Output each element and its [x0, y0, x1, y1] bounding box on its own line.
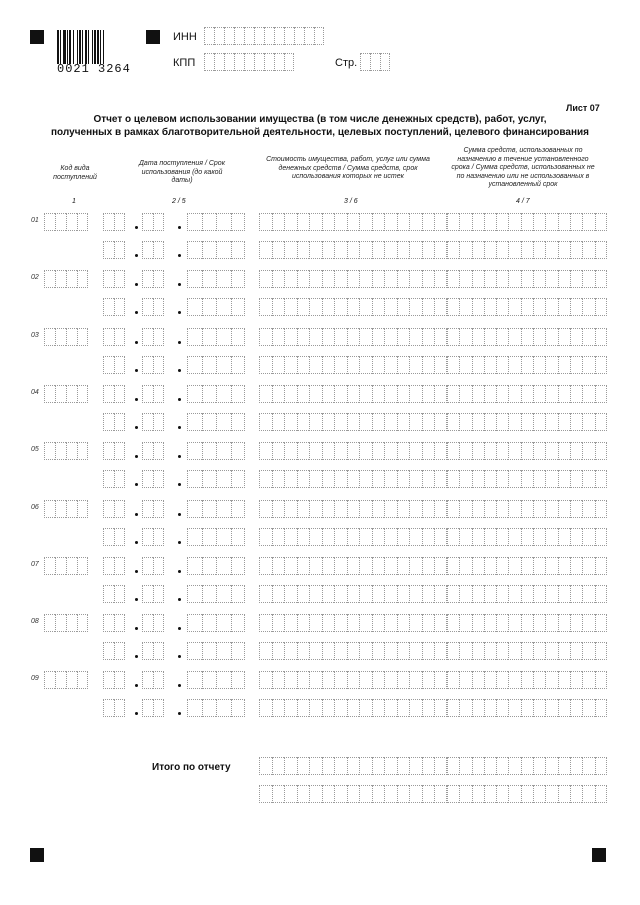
- date-separator-dot: [178, 655, 181, 658]
- date-year-field[interactable]: [187, 500, 245, 518]
- date-separator-dot: [178, 541, 181, 544]
- total-unused-field[interactable]: [447, 785, 607, 803]
- date-month-field[interactable]: [142, 671, 164, 689]
- date-day-field[interactable]: [103, 557, 125, 575]
- column-header-date: Дата поступления / Срок использования (до какой даты): [139, 160, 225, 184]
- date-year-field[interactable]: [187, 557, 245, 575]
- date-month-field[interactable]: [142, 413, 164, 431]
- date-year-field[interactable]: [187, 328, 245, 346]
- date-month-field[interactable]: [142, 298, 164, 316]
- total-used-field[interactable]: [447, 757, 607, 775]
- used-amount-field[interactable]: [447, 270, 607, 288]
- column-header-used: Сумма средств, использованных по назначению в течение установленного срока / Сумма средств, использованных не по назначению или не использованных в установленный срок: [451, 147, 595, 188]
- used-amount-field[interactable]: [447, 385, 607, 403]
- code-field[interactable]: [44, 557, 88, 575]
- row-number: 09: [31, 675, 39, 682]
- date-separator-dot: [135, 483, 138, 486]
- date-separator-dot: [135, 598, 138, 601]
- date-month-field[interactable]: [142, 557, 164, 575]
- date-day-field[interactable]: [103, 585, 125, 603]
- used-amount-field[interactable]: [447, 328, 607, 346]
- date-separator-dot: [135, 398, 138, 401]
- date-day-field[interactable]: [103, 528, 125, 546]
- date-separator-dot: [135, 570, 138, 573]
- date-day-field[interactable]: [103, 385, 125, 403]
- corner-marker-top-mid: [146, 30, 160, 44]
- row-number: 04: [31, 389, 39, 396]
- date-month-field[interactable]: [142, 585, 164, 603]
- amount-remaining-field[interactable]: [259, 585, 447, 603]
- date-month-field[interactable]: [142, 528, 164, 546]
- unused-amount-field[interactable]: [447, 528, 607, 546]
- unused-amount-field[interactable]: [447, 470, 607, 488]
- date-separator-dot: [135, 311, 138, 314]
- date-month-field[interactable]: [142, 356, 164, 374]
- column-number-4: 4 / 7: [516, 198, 530, 205]
- row-number: 03: [31, 332, 39, 339]
- date-separator-dot: [178, 513, 181, 516]
- amount-remaining-field[interactable]: [259, 470, 447, 488]
- total-remaining-field[interactable]: [259, 785, 447, 803]
- amount-remaining-field[interactable]: [259, 241, 447, 259]
- used-amount-field[interactable]: [447, 213, 607, 231]
- kpp-field[interactable]: [204, 53, 294, 71]
- form-title-line2: полученных в рамках благотворительной деятельности, целевых поступлений, целевого финансирования: [51, 127, 589, 138]
- amount-field[interactable]: [259, 614, 447, 632]
- code-field[interactable]: [44, 270, 88, 288]
- date-separator-dot: [178, 627, 181, 630]
- date-separator-dot: [178, 226, 181, 229]
- corner-marker-top-left: [30, 30, 44, 44]
- inn-label: ИНН: [173, 31, 197, 43]
- code-field[interactable]: [44, 614, 88, 632]
- column-number-3: 3 / 6: [344, 198, 358, 205]
- date-day-field[interactable]: [103, 298, 125, 316]
- date-day-field[interactable]: [103, 614, 125, 632]
- date-month-field[interactable]: [142, 328, 164, 346]
- date-separator-dot: [178, 254, 181, 257]
- date-year-field[interactable]: [187, 213, 245, 231]
- amount-remaining-field[interactable]: [259, 699, 447, 717]
- amount-remaining-field[interactable]: [259, 413, 447, 431]
- date-separator-dot: [135, 283, 138, 286]
- date-year-field[interactable]: [187, 585, 245, 603]
- amount-field[interactable]: [259, 213, 447, 231]
- date-day-field[interactable]: [103, 500, 125, 518]
- date-separator-dot: [178, 341, 181, 344]
- amount-field[interactable]: [259, 671, 447, 689]
- unused-amount-field[interactable]: [447, 699, 607, 717]
- date-year-field[interactable]: [187, 298, 245, 316]
- date-separator-dot: [135, 455, 138, 458]
- date-year-field[interactable]: [187, 356, 245, 374]
- column-header-code: Код вида поступлений: [53, 165, 97, 181]
- unused-amount-field[interactable]: [447, 413, 607, 431]
- amount-remaining-field[interactable]: [259, 642, 447, 660]
- date-day-field[interactable]: [103, 213, 125, 231]
- date-month-field[interactable]: [142, 385, 164, 403]
- date-year-field[interactable]: [187, 470, 245, 488]
- date-day-field[interactable]: [103, 442, 125, 460]
- amount-field[interactable]: [259, 500, 447, 518]
- code-field[interactable]: [44, 442, 88, 460]
- kpp-label: КПП: [173, 57, 196, 69]
- date-month-field[interactable]: [142, 270, 164, 288]
- date-month-field[interactable]: [142, 241, 164, 259]
- date-separator-dot: [178, 483, 181, 486]
- date-separator-dot: [178, 570, 181, 573]
- date-year-field[interactable]: [187, 270, 245, 288]
- code-field[interactable]: [44, 213, 88, 231]
- date-day-field[interactable]: [103, 241, 125, 259]
- row-number: 08: [31, 618, 39, 625]
- date-month-field[interactable]: [142, 470, 164, 488]
- amount-remaining-field[interactable]: [259, 528, 447, 546]
- code-field[interactable]: [44, 385, 88, 403]
- amount-field[interactable]: [259, 442, 447, 460]
- date-separator-dot: [178, 712, 181, 715]
- date-separator-dot: [135, 712, 138, 715]
- unused-amount-field[interactable]: [447, 356, 607, 374]
- date-separator-dot: [178, 598, 181, 601]
- date-separator-dot: [135, 369, 138, 372]
- row-number: 07: [31, 561, 39, 568]
- date-year-field[interactable]: [187, 699, 245, 717]
- date-separator-dot: [178, 426, 181, 429]
- corner-marker-bottom-left: [30, 848, 44, 862]
- amount-field[interactable]: [259, 385, 447, 403]
- date-year-field[interactable]: [187, 241, 245, 259]
- date-separator-dot: [178, 398, 181, 401]
- total-label: Итого по отчету: [152, 762, 231, 773]
- code-field[interactable]: [44, 500, 88, 518]
- amount-field[interactable]: [259, 557, 447, 575]
- code-field[interactable]: [44, 328, 88, 346]
- column-number-1: 1: [72, 198, 76, 205]
- row-number: 06: [31, 504, 39, 511]
- row-number: 01: [31, 217, 39, 224]
- date-day-field[interactable]: [103, 470, 125, 488]
- date-year-field[interactable]: [187, 642, 245, 660]
- sheet-label: Лист 07: [566, 103, 600, 113]
- date-day-field[interactable]: [103, 642, 125, 660]
- date-month-field[interactable]: [142, 500, 164, 518]
- date-day-field[interactable]: [103, 413, 125, 431]
- code-field[interactable]: [44, 671, 88, 689]
- date-separator-dot: [135, 684, 138, 687]
- row-number: 02: [31, 274, 39, 281]
- date-separator-dot: [135, 541, 138, 544]
- date-day-field[interactable]: [103, 356, 125, 374]
- used-amount-field[interactable]: [447, 671, 607, 689]
- date-separator-dot: [135, 627, 138, 630]
- amount-remaining-field[interactable]: [259, 298, 447, 316]
- date-year-field[interactable]: [187, 614, 245, 632]
- amount-field[interactable]: [259, 328, 447, 346]
- row-number: 05: [31, 446, 39, 453]
- barcode: [57, 30, 143, 64]
- date-month-field[interactable]: [142, 442, 164, 460]
- used-amount-field[interactable]: [447, 500, 607, 518]
- inn-field[interactable]: [204, 27, 324, 45]
- page-number-field[interactable]: [360, 53, 390, 71]
- barcode-number: 0021 3264: [57, 62, 131, 76]
- date-separator-dot: [178, 369, 181, 372]
- column-number-2: 2 / 5: [172, 198, 186, 205]
- date-separator-dot: [135, 426, 138, 429]
- date-year-field[interactable]: [187, 528, 245, 546]
- unused-amount-field[interactable]: [447, 241, 607, 259]
- used-amount-field[interactable]: [447, 442, 607, 460]
- date-separator-dot: [135, 226, 138, 229]
- form-title-line1: Отчет о целевом использовании имущества (в том числе денежных средств), работ, услуг,: [93, 114, 547, 125]
- corner-marker-bottom-right: [592, 848, 606, 862]
- date-month-field[interactable]: [142, 642, 164, 660]
- used-amount-field[interactable]: [447, 614, 607, 632]
- column-header-amount: Стоимость имущества, работ, услуг или сумма денежных средств / Сумма средств, срок использования которых не истек: [266, 156, 430, 180]
- unused-amount-field[interactable]: [447, 585, 607, 603]
- date-separator-dot: [135, 655, 138, 658]
- date-day-field[interactable]: [103, 270, 125, 288]
- date-separator-dot: [135, 254, 138, 257]
- date-separator-dot: [178, 311, 181, 314]
- unused-amount-field[interactable]: [447, 642, 607, 660]
- date-day-field[interactable]: [103, 671, 125, 689]
- date-day-field[interactable]: [103, 699, 125, 717]
- date-day-field[interactable]: [103, 328, 125, 346]
- date-separator-dot: [135, 341, 138, 344]
- amount-field[interactable]: [259, 270, 447, 288]
- unused-amount-field[interactable]: [447, 298, 607, 316]
- date-separator-dot: [178, 283, 181, 286]
- date-month-field[interactable]: [142, 213, 164, 231]
- date-month-field[interactable]: [142, 699, 164, 717]
- used-amount-field[interactable]: [447, 557, 607, 575]
- date-separator-dot: [135, 513, 138, 516]
- amount-remaining-field[interactable]: [259, 356, 447, 374]
- date-separator-dot: [178, 684, 181, 687]
- date-year-field[interactable]: [187, 671, 245, 689]
- page-label: Стр.: [335, 57, 358, 69]
- total-amount-field[interactable]: [259, 757, 447, 775]
- date-separator-dot: [178, 455, 181, 458]
- date-year-field[interactable]: [187, 413, 245, 431]
- date-year-field[interactable]: [187, 385, 245, 403]
- date-month-field[interactable]: [142, 614, 164, 632]
- date-year-field[interactable]: [187, 442, 245, 460]
